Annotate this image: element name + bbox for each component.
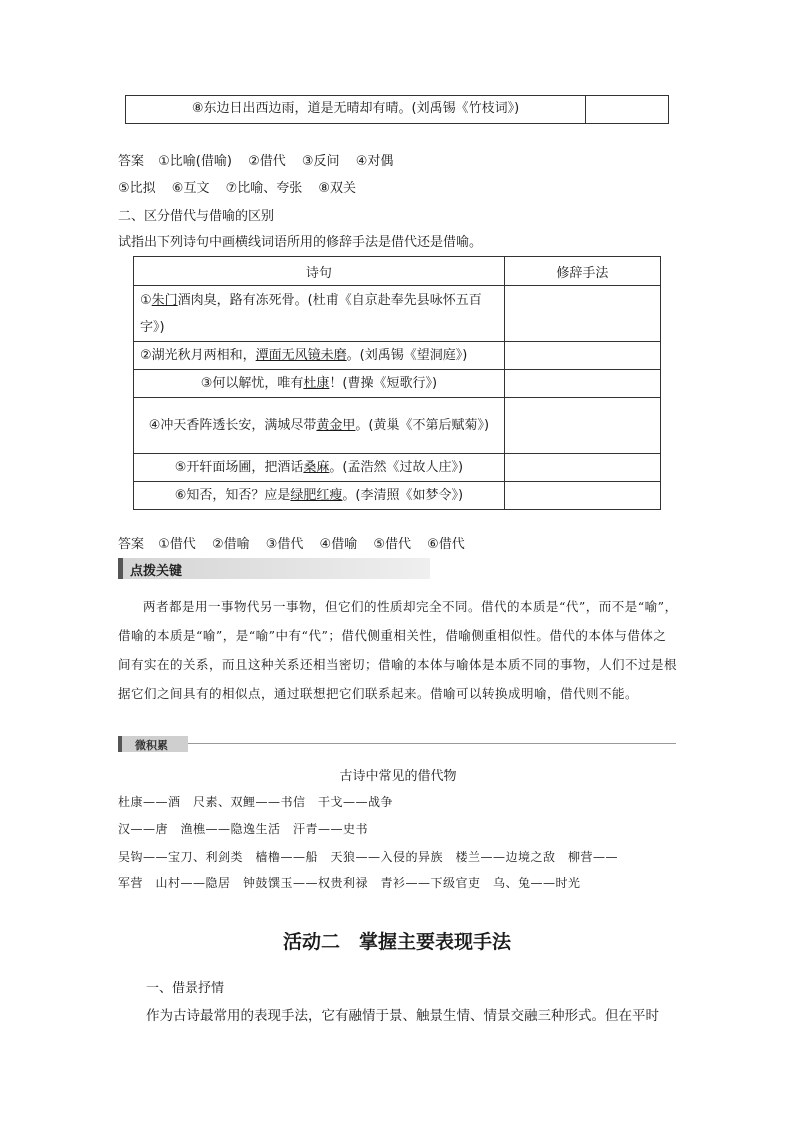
micro-title: 微积累 xyxy=(135,739,168,752)
instruction-text: 试指出下列诗句中画横线词语所用的修辞手法是借代还是借喻。 xyxy=(118,235,483,250)
header-accent-bar xyxy=(118,736,122,752)
section-heading: 二、区分借代与借喻的区别 xyxy=(118,209,275,224)
answer-item: ①借代 xyxy=(158,537,196,552)
answer-item: ⑤比拟 xyxy=(118,181,156,196)
answer-row-2 xyxy=(118,177,368,196)
micro-line-4: 军营 山村——隐居 钟鼓馔玉——权贵利禄 青衫——下级官吏 乌、兔——时光 xyxy=(118,876,581,890)
answer-cell xyxy=(504,342,660,370)
divider xyxy=(188,743,676,744)
table-row xyxy=(134,398,661,454)
poem-cell: ②湖光秋月两相和，潭面无风镜未磨。(刘禹锡《望洞庭》) xyxy=(134,342,505,370)
table-row xyxy=(134,454,661,482)
answer-cell xyxy=(504,286,660,342)
answer-item: ⑧双关 xyxy=(318,181,357,196)
table-header-row xyxy=(134,257,661,286)
header-accent-bar xyxy=(118,558,123,579)
answer-item: ③借代 xyxy=(265,537,304,552)
answer-item: ③反问 xyxy=(301,154,340,169)
micro-line-2: 汉——唐 渔樵——隐逸生活 汗青——史书 xyxy=(118,822,369,836)
answer-label: 答案 xyxy=(118,537,145,552)
poem-cell: ⑤开轩面场圃，把酒话桑麻。(孟浩然《过故人庄》) xyxy=(134,454,505,482)
table-row xyxy=(134,286,661,342)
micro-line-3: 吴钩——宝刀、利剑类 樯橹——船 天狼——入侵的异族 楼兰——边境之敌 柳营—— xyxy=(118,850,619,864)
answer-item: ④借喻 xyxy=(319,537,358,552)
answer-item: ⑤借代 xyxy=(373,537,411,552)
rhetoric-table xyxy=(133,256,661,510)
table-cell-poem-8: ⑧东边日出西边雨，道是无晴却有晴。(刘禹锡《竹枝词》) xyxy=(126,96,586,123)
table-row xyxy=(134,482,661,510)
poem-cell: ④冲天香阵透长安，满城尽带黄金甲。(黄巢《不第后赋菊》) xyxy=(134,398,505,454)
answer-item: ④对偶 xyxy=(355,154,394,169)
answer-item: ①比喻(借喻) xyxy=(158,154,232,169)
answer-cell xyxy=(504,482,660,510)
key-points-title: 点拨关键 xyxy=(130,564,183,579)
answer-item: ②借代 xyxy=(248,154,286,169)
poem-cell: ⑥知否，知否？应是绿肥红瘦。(李清照《如梦令》) xyxy=(134,482,505,510)
key-points-paragraph: 两者都是用一事物代另一事物，但它们的性质却完全不同。借代的本质是“代”，而不是“喻”，借喻的本质是“喻”，是“喻”中有“代”；借代侧重相关性，借喻侧重相似性。借代的本体与借体之间有实在的关系，而且这种关系还相当密切；借喻的本体与喻体是本质不同的事物，人们不过是根据它们之间具有的相似点，通过联想把它们联系起来。借喻可以转换成明喻，借代则不能。 xyxy=(118,599,678,701)
micro-header xyxy=(118,736,188,752)
answer-item: ②借喻 xyxy=(211,537,250,552)
answer-label: 答案 xyxy=(118,154,145,169)
key-points-header xyxy=(118,558,430,579)
body-paragraph: 作为古诗最常用的表现手法，它有融情于景、触景生情、情景交融三种形式。但在平时 xyxy=(146,1008,659,1024)
table-row xyxy=(134,342,661,370)
column-header-poem: 诗句 xyxy=(134,257,505,286)
answer-cell xyxy=(504,454,660,482)
subsection-heading: 一、借景抒情 xyxy=(146,981,225,996)
answer-row-1 xyxy=(118,150,405,169)
answer-item: ⑥互文 xyxy=(171,181,210,196)
activity-title: 活动二 掌握主要表现手法 xyxy=(282,931,511,953)
poem-cell: ①朱门酒肉臭，路有冻死骨。(杜甫《自京赴奉先县咏怀五百字》) xyxy=(134,286,505,342)
poem-cell: ③何以解忧，唯有杜康！(曹操《短歌行》) xyxy=(134,370,505,398)
column-header-rhetoric: 修辞手法 xyxy=(504,257,660,286)
previous-table-fragment xyxy=(125,95,669,124)
answer-item: ⑦比喻、夸张 xyxy=(225,181,303,196)
table-row xyxy=(134,370,661,398)
answer-item: ⑥借代 xyxy=(427,537,465,552)
answer-cell xyxy=(504,398,660,454)
answer-cell xyxy=(504,370,660,398)
micro-subtitle: 古诗中常见的借代物 xyxy=(339,769,457,784)
micro-line-1: 杜康——酒 尺素、双鲤——书信 干戈——战争 xyxy=(118,795,394,809)
answer-row-3 xyxy=(118,533,477,552)
